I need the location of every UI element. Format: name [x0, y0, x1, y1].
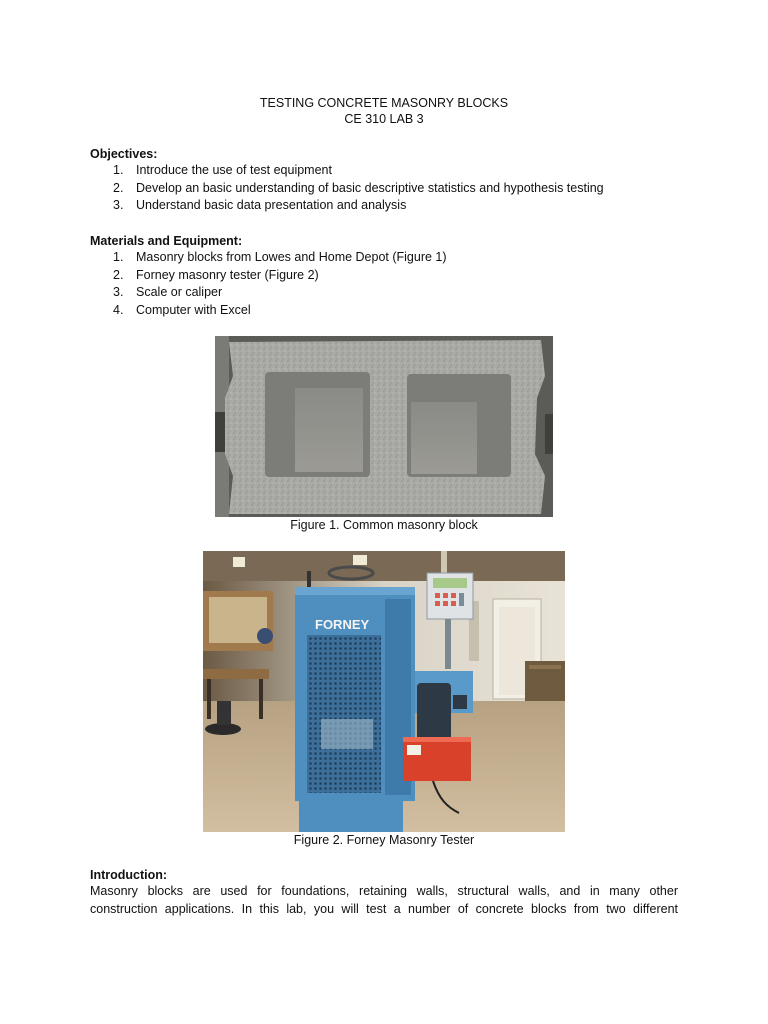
forney-machine-label: FORNEY	[315, 617, 370, 632]
introduction-heading: Introduction:	[90, 868, 168, 882]
document-title: TESTING CONCRETE MASONRY BLOCKS	[259, 96, 509, 110]
material-item	[90, 267, 447, 285]
objective-item	[90, 197, 604, 215]
material-item	[90, 302, 447, 320]
document-subtitle: CE 310 LAB 3	[344, 112, 424, 126]
list-text: Develop an basic understanding of basic descriptive statistics and hypothesis testing	[136, 180, 604, 195]
figure1-caption: Figure 1. Common masonry block	[290, 518, 478, 532]
materials-list	[90, 249, 447, 319]
material-item	[90, 284, 447, 302]
introduction-line-1: Masonry blocks are used for foundations, retaining walls, structural walls, and in many other	[90, 884, 678, 898]
material-item	[90, 249, 447, 267]
introduction-line-2: construction applications. In this lab, you will test a number of concrete blocks from two different	[90, 902, 678, 916]
list-number: 1.	[113, 163, 124, 177]
list-number: 2.	[113, 267, 124, 282]
objectives-heading: Objectives:	[90, 147, 158, 161]
list-text: Masonry blocks from Lowes and Home Depot (Figure 1)	[136, 250, 447, 264]
list-number: 3.	[113, 198, 124, 212]
figure1-masonry-block-image	[215, 336, 553, 517]
list-number: 1.	[113, 250, 124, 264]
list-number: 3.	[113, 285, 124, 299]
figure2-forney-tester-image	[203, 551, 565, 832]
materials-heading: Materials and Equipment:	[90, 234, 243, 248]
list-text: Computer with Excel	[136, 302, 251, 317]
list-text: Introduce the use of test equipment	[136, 163, 332, 177]
list-text: Forney masonry tester (Figure 2)	[136, 267, 319, 282]
objective-item	[90, 162, 604, 180]
list-text: Scale or caliper	[136, 285, 223, 299]
list-number: 2.	[113, 180, 124, 195]
objective-item	[90, 180, 604, 198]
list-text: Understand basic data presentation and analysis	[136, 198, 407, 212]
list-number: 4.	[113, 302, 124, 317]
objectives-list	[90, 162, 604, 215]
figure2-caption: Figure 2. Forney Masonry Tester	[293, 833, 475, 847]
